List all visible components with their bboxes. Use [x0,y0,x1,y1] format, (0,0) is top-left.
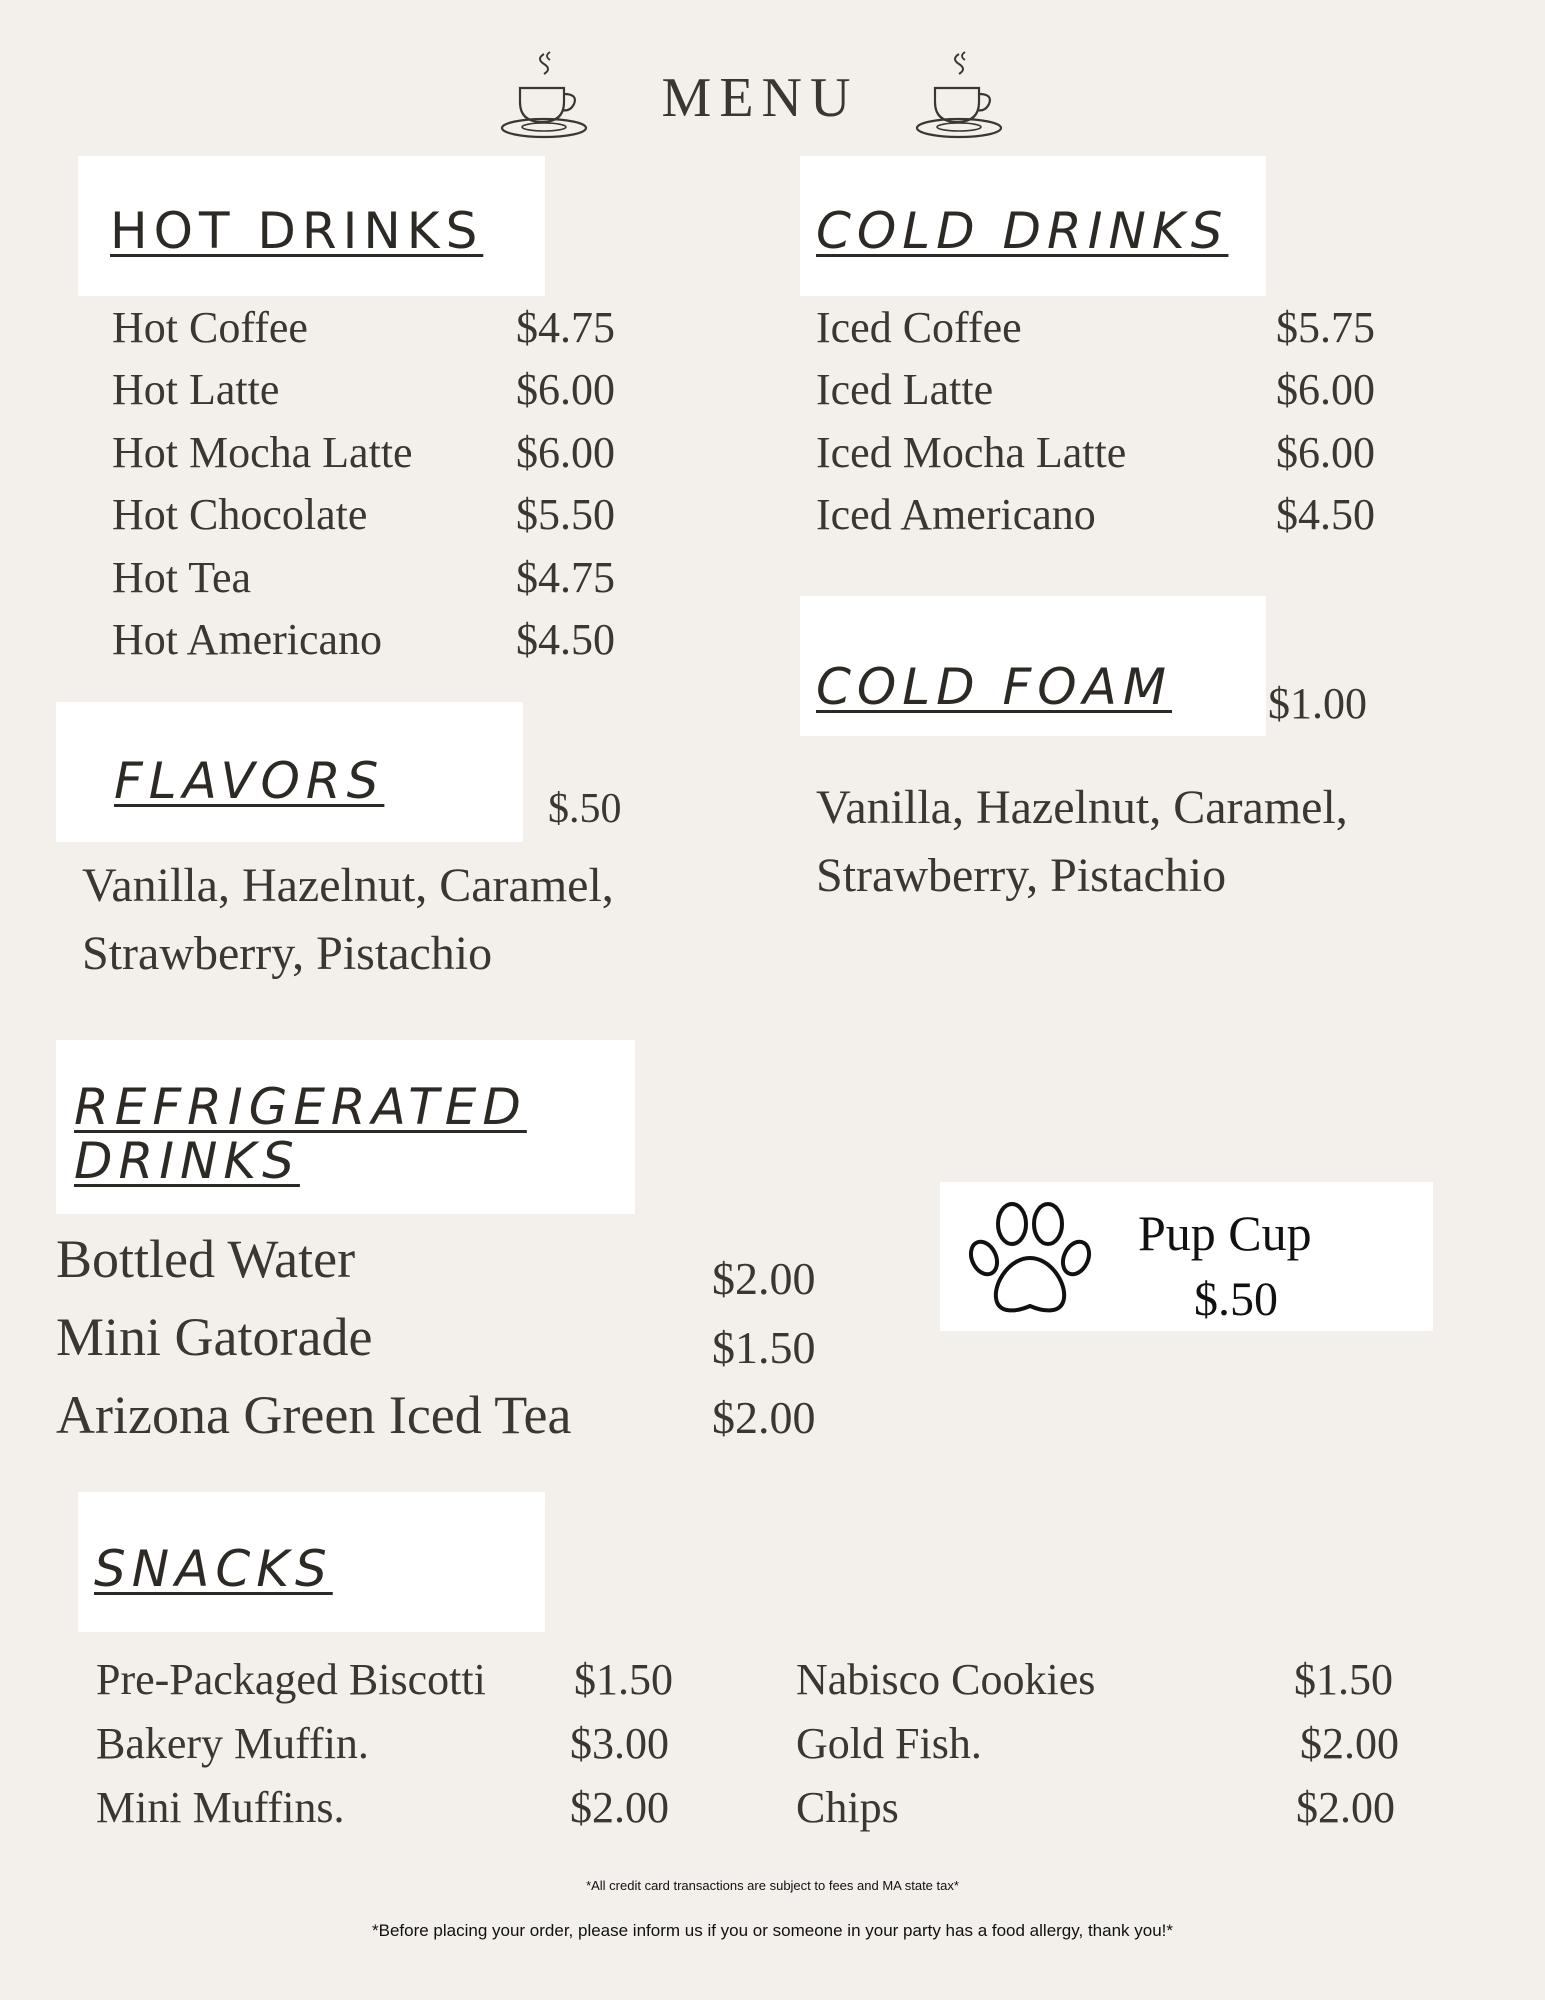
cold-drinks-heading-box [800,156,1266,296]
cold-foam-options-line1: Vanilla, Hazelnut, Caramel, [816,781,1348,834]
pup-cup-price: $.50 [1194,1273,1278,1326]
footer-note-allergy: *Before placing your order, please inform us if you or someone in your party has a food allergy, thank you!* [371,1921,1174,1940]
refrigerated-heading-line2: DRINKS [74,1132,300,1190]
flavors-heading: FLAVORS [114,752,385,810]
cold-drinks-heading: COLD DRINKS [816,202,1229,260]
menu-item-price: $6.00 [1276,428,1375,477]
coffee-cup-icon [915,48,1007,140]
menu-item-price: $1.50 [1294,1655,1393,1704]
menu-item-price: $6.00 [1276,365,1375,414]
menu-item-name: Bakery Muffin. [96,1719,369,1768]
menu-item-name: Nabisco Cookies [796,1655,1096,1704]
paw-print-icon [964,1190,1094,1322]
menu-item-price: $1.50 [574,1655,673,1704]
menu-item-price: $4.75 [516,553,615,602]
hot-drinks-heading-box [78,156,545,296]
menu-item-price: $2.00 [712,1392,816,1443]
menu-item-name: Gold Fish. [796,1719,982,1768]
menu-item-name: Hot Americano [112,615,383,664]
snacks-heading-box [78,1492,545,1632]
menu-item-name: Hot Mocha Latte [112,428,413,477]
cold-foam-price: $1.00 [1268,679,1367,728]
menu-item-price: $1.50 [712,1322,816,1373]
menu-item-price: $6.00 [516,428,615,477]
menu-item-name: Mini Muffins. [96,1783,345,1832]
hot-drinks-heading: HOT DRINKS [110,202,484,260]
menu-item-name: Iced Coffee [816,303,1022,352]
menu-item-price: $5.50 [516,490,615,539]
menu-item-name: Chips [796,1783,899,1832]
menu-item-price: $4.50 [516,615,615,664]
footer-note-fees: *All credit card transactions are subject to fees and MA state tax* [586,1878,959,1893]
refrigerated-heading-line1: REFRIGERATED [74,1078,527,1136]
menu-item-price: $4.75 [516,303,615,352]
menu-item-price: $5.75 [1276,303,1375,352]
menu-item-name: Iced Americano [816,490,1096,539]
menu-item-name: Pre-Packaged Biscotti [96,1655,486,1704]
coffee-cup-icon [500,48,592,140]
menu-item-name: Bottled Water [56,1229,356,1289]
flavors-options-line2: Strawberry, Pistachio [82,927,493,980]
menu-item-price: $2.00 [712,1253,816,1304]
menu-item-price: $6.00 [516,365,615,414]
cold-foam-heading: COLD FOAM [816,658,1172,716]
menu-item-name: Iced Latte [816,365,994,414]
flavors-price: $.50 [548,786,622,832]
snacks-heading: SNACKS [94,1540,333,1598]
menu-item-name: Arizona Green Iced Tea [56,1385,572,1445]
cold-foam-heading-box [800,596,1266,736]
refrigerated-heading-box [56,1040,635,1214]
menu-item-name: Hot Tea [112,553,252,602]
pup-cup-name: Pup Cup [1138,1205,1312,1261]
flavors-heading-box [56,702,523,842]
menu-item-name: Iced Mocha Latte [816,428,1127,477]
menu-item-price: $2.00 [1296,1783,1395,1832]
cold-foam-options-line2: Strawberry, Pistachio [816,849,1227,902]
menu-item-name: Mini Gatorade [56,1307,373,1367]
menu-item-name: Hot Latte [112,365,280,414]
page-title: MENU [661,67,859,129]
menu-item-price: $2.00 [570,1783,669,1832]
menu-item-name: Hot Chocolate [112,490,368,539]
pup-cup-card [940,1182,1433,1331]
menu-item-price: $2.00 [1300,1719,1399,1768]
menu-item-price: $4.50 [1276,490,1375,539]
flavors-options-line1: Vanilla, Hazelnut, Caramel, [82,859,614,912]
menu-item-price: $3.00 [570,1719,669,1768]
menu-item-name: Hot Coffee [112,303,308,352]
